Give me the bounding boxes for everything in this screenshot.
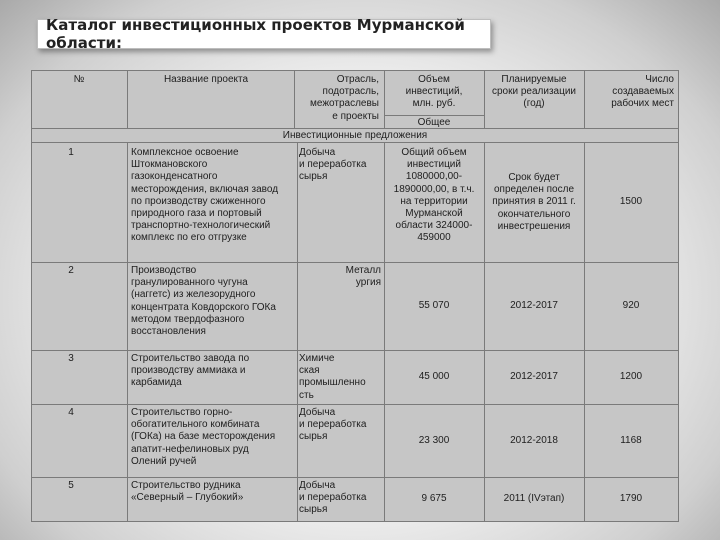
header-col-line-1 — [127, 70, 128, 128]
row-3-timeline: 2012-2017 — [510, 371, 558, 383]
table-border-top — [31, 70, 679, 71]
row-1-jobs: 1500 — [619, 196, 643, 208]
header-col-line-5 — [584, 70, 585, 128]
row-4-name: Строительство горно- обогатительного комбината (ГОКа) на базе месторождения апатит-нефелиновых руд Олений ручей — [131, 407, 276, 467]
row-2-name: Производство гранулированного чугуна (наггетс) из железорудного концентрата Ковдорского ГОКа методом твердофазного восстановления — [131, 265, 276, 338]
row-2-volume: 55 070 — [418, 300, 450, 312]
row-2-sector: Металл ургия — [345, 265, 381, 289]
row-4-num: 4 — [68, 407, 74, 418]
row-3-volume: 45 000 — [418, 371, 450, 383]
row-3-sector: Химиче ская промышленно сть — [299, 353, 366, 401]
page-title: Каталог инвестиционных проектов Мурманской области: — [37, 19, 491, 49]
header-timeline: Планируемые сроки реализации (год) — [491, 74, 576, 110]
section-label: Инвестиционные предложения — [282, 130, 428, 141]
row-4-jobs: 1168 — [620, 434, 642, 446]
row-2-jobs: 920 — [622, 300, 640, 312]
row-3-name: Строительство завода по производству аммиака и карбамида — [131, 353, 250, 389]
volume-sub-divider — [384, 115, 484, 116]
row-1-timeline: Срок будет определен после принятия в 2011 г. окончательного инвестрешения — [492, 171, 576, 232]
projects-table — [31, 70, 679, 522]
row-1-sector: Добыча и переработка сырья — [299, 147, 367, 183]
row-5-jobs: 1790 — [619, 493, 643, 505]
row-5-volume: 9 675 — [421, 493, 447, 505]
header-volume: Объем инвестиций, млн. руб. — [405, 74, 463, 110]
body-col-line-1 — [127, 142, 128, 522]
row-1-name: Комплексное освоение Штокмановского газоконденсатного месторождения, включая завод по производству сжиженного природного газа и портовый транспортно-технологический комплекс по его отгрузке — [131, 147, 279, 244]
row-4-timeline: 2012-2018 — [510, 434, 558, 446]
header-name: Название проекта — [163, 74, 249, 85]
header-divider — [31, 128, 679, 129]
row-3-jobs: 1200 — [619, 371, 643, 383]
row-5-num: 5 — [68, 480, 74, 491]
row-3-num: 3 — [68, 353, 74, 364]
table-border-bottom — [31, 521, 679, 522]
row-4-sector: Добыча и переработка сырья — [299, 407, 367, 443]
header-volume-total: Общее — [417, 117, 451, 128]
row-4-volume: 23 300 — [418, 434, 450, 446]
header-jobs: Число создаваемых рабочих мест — [611, 74, 674, 110]
row-5-name: Строительство рудника «Северный – Глубокий» — [131, 480, 244, 504]
row-2-num: 2 — [68, 265, 74, 276]
row-1-num: 1 — [68, 147, 74, 158]
row-5-sector: Добыча и переработка сырья — [299, 480, 367, 516]
row-2-timeline: 2012-2017 — [510, 300, 558, 312]
header-num: № — [73, 74, 85, 85]
row-1-volume: Общий объем инвестиций 1080000,00- 1890000,00, в т.ч. на территории Мурманской области 324000- 459000 — [393, 147, 475, 244]
header-sector: Отрасль, подотрасль, межотраслевы е проекты — [310, 74, 379, 122]
body-col-line-2 — [297, 142, 298, 522]
row-5-timeline: 2011 (IVэтап) — [503, 493, 565, 505]
